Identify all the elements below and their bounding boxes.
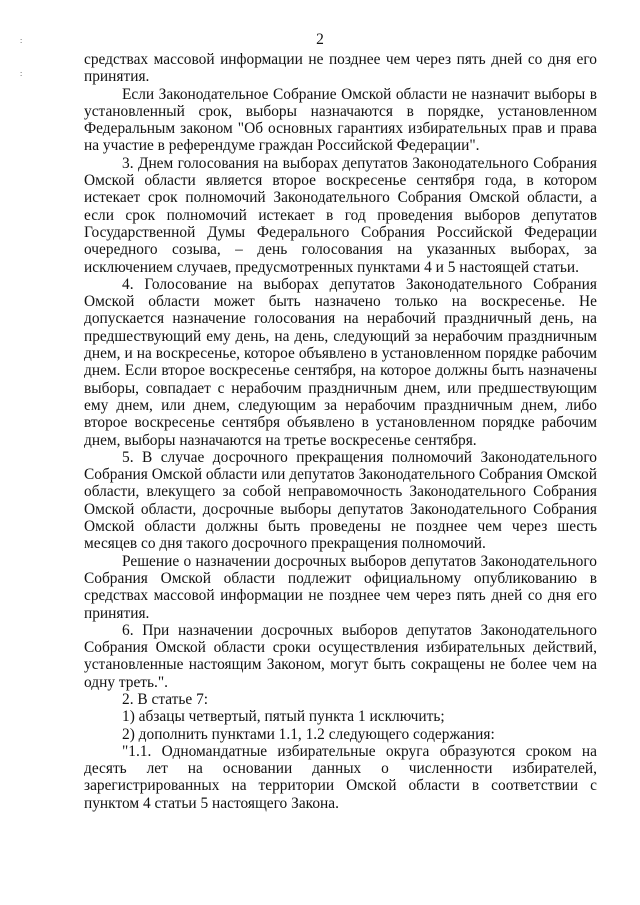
- margin-mark: :: [20, 36, 23, 45]
- paragraph-item-4: 4. Голосование на выборах депутатов Законодательного Собрания Омской области может быть назначено только на воскресенье. Не допускается назначение голосования на нерабочий праздничный день, на предшествующий ему день, на день, следующий за нерабочим праздничным днем, и на воскресенье, которое объявлено в установленном порядке рабочим днем. Если второе воскресенье сентября, на которое должны быть назначены выборы, совпадает с нерабочим праздничным днем, или предшествующим ему днем, или днем, следующим за нерабочим праздничным днем, либо второе воскресенье сентября объявлено в установленном порядке рабочим днем, выборы назначаются на третье воскресенье сентября.: [84, 275, 597, 449]
- paragraph-item-1-1: "1.1. Одномандатные избирательные округа образуются сроком на десять лет на основании данных о численности избирателей, зарегистрированных на территории Омской области в соответствии с пунктом 4 статьи 5 настоящего Закона.: [84, 742, 597, 812]
- paragraph: Решение о назначении досрочных выборов депутатов Законодательного Собрания Омской области подлежит официальному опубликованию в средствах массовой информации не позднее чем через пять дней со дня его принятия.: [84, 552, 597, 622]
- paragraph-item-5: 5. В случае досрочного прекращения полномочий Законодательного Собрания Омской области или депутатов Законодательного Собрания Омской области, влекущего за собой неправомочность Законодательного Собрания Омской области, досрочные выборы депутатов Законодательного Собрания Омской области должны быть проведены не позднее чем через шесть месяцев со дня такого досрочного прекращения полномочий.: [84, 448, 597, 553]
- paragraph-subitem-2: 2) дополнить пунктами 1.1, 1.2 следующего содержания:: [122, 725, 495, 743]
- paragraph-item-3: 3. Днем голосования на выборах депутатов Законодательного Собрания Омской области является второе воскресенье сентября года, в котором истекает срок полномочий Законодательного Собрания Омской области, а если срок полномочий истекает в год проведения выборов депутатов Государственной Думы Федерального Собрания Российской Федерации очередного созыва, – день голосования на указанных выборах, за исключением случаев, предусмотренных пунктами 4 и 5 настоящей статьи.: [84, 154, 597, 276]
- paragraph-item-6: 6. При назначении досрочных выборов депутатов Законодательного Собрания Омской области сроки осуществления избирательных действий, установленные настоящим Законом, могут быть сокращены не более чем на одну треть.".: [84, 621, 597, 691]
- margin-mark: :: [20, 69, 23, 78]
- paragraph-continuation: средствах массовой информации не позднее чем через пять дней со дня его принятия.: [84, 51, 597, 86]
- page-number: 2: [316, 31, 324, 48]
- document-body: [84, 51, 597, 812]
- paragraph-article-7: 2. В статье 7:: [122, 690, 209, 708]
- paragraph: Если Законодательное Собрание Омской области не назначит выборы в установленный срок, выборы назначаются в порядке, установленном Федеральным законом "Об основных гарантиях избирательных прав и права на участие в референдуме граждан Российской Федерации".: [84, 85, 597, 155]
- paragraph-subitem-1: 1) абзацы четвертый, пятый пункта 1 исключить;: [122, 708, 445, 726]
